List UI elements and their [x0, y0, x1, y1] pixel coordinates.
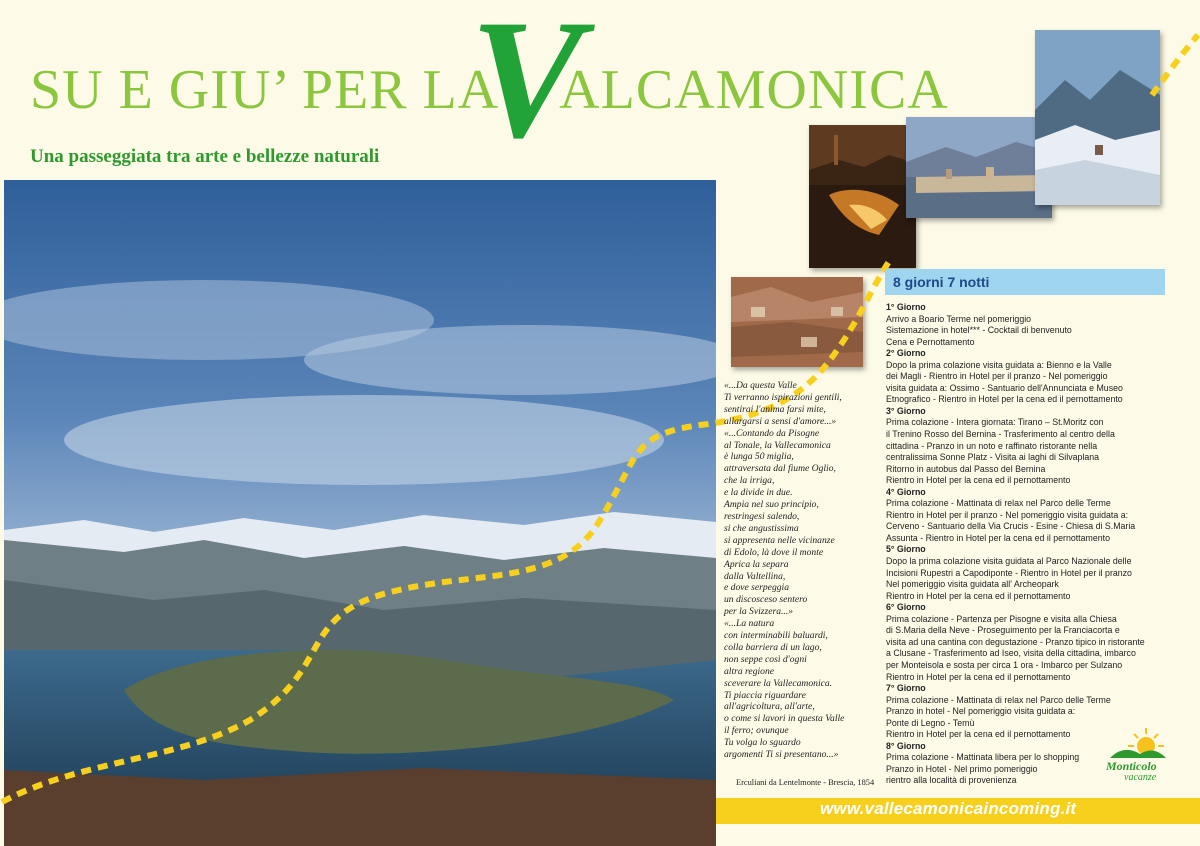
quote-line: Tu volga lo sguardo	[724, 737, 801, 749]
day-activity-line: visita guidata a: Ossimo - Santuario dell'Annunciata e Museo	[886, 382, 1123, 393]
day-title: 4° Giorno	[886, 486, 926, 497]
day-title: 6° Giorno	[886, 602, 926, 613]
day-activity-line: Incisioni Rupestri a Capodiponte - Rientro in Hotel per il pranzo	[886, 567, 1132, 578]
day-activity-line: Prima colazione - Mattinata di relax nel Parco delle Terme	[886, 694, 1111, 705]
quote-line: e dove serpeggia	[724, 582, 790, 594]
quote-line: sentirai l'anima farsi mite,	[724, 403, 826, 415]
day-activity-line: a Clusane - Trasferimento ad Iseo, visita della cittadina, imbarco	[886, 648, 1136, 659]
day-title: 1° Giorno	[886, 302, 926, 312]
day-activity-line: Pranzo in Hotel - Nel primo pomeriggio	[886, 763, 1038, 774]
day-activity-line: Prima colazione - Intera giornata: Tirano – St.Moritz con	[886, 417, 1104, 428]
valley-landscape-photo	[4, 180, 716, 846]
day-activity-line: Sistemazione in hotel*** - Cocktail di benvenuto	[886, 325, 1072, 336]
lakeside-town-photo	[906, 117, 1052, 218]
quote-line: o come si lavori in questa Valle	[724, 713, 845, 725]
quote-line: restringesi salendo,	[724, 510, 800, 522]
title-left: SU E GIU’ PER LA	[30, 59, 500, 121]
day-activity-line: Dopo la prima colazione visita guidata a: Bienno e la Valle	[886, 359, 1112, 370]
day-activity-line: Pranzo in hotel - Nel pomeriggio visita guidata a:	[886, 706, 1076, 717]
quote-line: attraversata dal fiume Oglio,	[724, 463, 836, 475]
day-activity-line: Cerveno - Santuario della Via Crucis - Esine - Chiesa di S.Maria	[886, 521, 1136, 532]
day-title: 7° Giorno	[886, 683, 926, 694]
day-activity-line: rientro alla località di provenienza	[886, 775, 1017, 786]
quote-line: «...Da questa Valle	[724, 380, 797, 391]
day-activity-line: centralissima Sonne Platz - Visita ai laghi di Silvaplana	[886, 452, 1100, 463]
quote-line: «...La natura	[724, 618, 775, 630]
day-activity-line: Rientro in Hotel per la cena ed il pernottamento	[886, 729, 1071, 740]
website-link[interactable]: www.vallecamonicaincoming.it	[820, 799, 1077, 818]
quote-line: Aprica la separa	[724, 558, 789, 570]
day-activity-line: per Monteisola e sosta per circa 1 ora - Imbarco per Sulzano	[886, 659, 1123, 670]
quote-line: per la Svizzera...»	[724, 606, 794, 618]
quote-line: e la divide in due.	[724, 487, 793, 499]
quote-line: con interminabili baluardi,	[724, 630, 828, 642]
quote-line: è lunga 50 miglia,	[724, 451, 794, 463]
night-lake-photo	[809, 125, 916, 268]
day-title: 8° Giorno	[886, 740, 926, 751]
sun-logo-icon	[1106, 724, 1168, 760]
page-subtitle: Una passeggiata tra arte e bellezze naturali	[30, 146, 380, 167]
day-activity-line: Prima colazione - Partenza per Pisogne e visita alla Chiesa	[886, 613, 1117, 624]
day-activity-line: dei Magli - Rientro in Hotel per il pranzo - Nel pomeriggio	[886, 371, 1108, 382]
day-activity-line: cittadina - Pranzo in un noto e raffinato ristorante nella	[886, 440, 1098, 451]
quote-line: si appresenta nelle vicinanze	[724, 534, 835, 546]
logo-name: Monticolo	[1106, 759, 1157, 773]
quote-line: sceverare la Vallecamonica.	[724, 677, 833, 689]
day-activity-line: Cena e Pernottamento	[886, 336, 975, 347]
quote-line: «...Contando da Pisogne	[724, 427, 820, 439]
logo-tagline: vacanze	[1124, 772, 1157, 783]
quote-line: altra regione	[724, 665, 775, 677]
day-activity-line: Rientro in Hotel per la cena ed il pernottamento	[886, 475, 1071, 486]
quote-line: di Edolo, là dove il monte	[724, 546, 824, 558]
day-activity-line: Prima colazione - Mattinata di relax nel Parco delle Terme	[886, 498, 1111, 509]
day-activity-line: Prima colazione - Mattinata libera per lo shopping	[886, 752, 1080, 763]
day-activity-line: Ponte di Legno - Temù	[886, 717, 975, 728]
day-activity-line: Assunta - Rientro in Hotel per la cena ed il pernottamento	[886, 532, 1110, 543]
quote-line: Ti verranno ispirazioni gentili,	[724, 391, 842, 403]
quote-line: dalla Valtellina,	[724, 570, 786, 582]
day-activity-line: il Trenino Rosso del Bernina - Trasferimento al centro della	[886, 429, 1115, 440]
rooftops-photo	[731, 277, 863, 367]
quote-line: Ti piaccia riguardare	[724, 689, 806, 701]
day-activity-line: Ritorno in autobus dal Passo del Bernina	[886, 463, 1046, 474]
day-activity-line: Etnografico - Rientro in Hotel per la cena ed il pernottamento	[886, 394, 1123, 405]
day-activity-line: Dopo la prima colazione visita guidata al Parco Nazionale delle	[886, 556, 1132, 567]
quote-line: all'agricoltura, all'arte,	[724, 701, 815, 713]
day-activity-line: Rientro in Hotel per la cena ed il pernottamento	[886, 671, 1071, 682]
quote-line: si che angustissima	[724, 522, 799, 534]
page-title	[30, 58, 949, 122]
itinerary-list	[886, 302, 1181, 787]
day-title: 5° Giorno	[886, 544, 926, 555]
snowy-mountain-photo	[1035, 30, 1160, 205]
quote-credit: Erculiani da Lentelmonte - Brescia, 1854	[736, 778, 875, 787]
day-activity-line: Arrivo a Boario Terme nel pomeriggio	[886, 313, 1032, 324]
itinerary-heading: 8 giorni 7 notti	[885, 269, 1165, 295]
quote-line: al Tonale, la Vallecamonica	[724, 439, 831, 451]
day-activity-line: Rientro in Hotel per il pranzo - Nel pomeriggio visita guidata a:	[886, 509, 1129, 520]
quote-line: un discosceso sentero	[724, 594, 808, 606]
monticolo-vacanze-logo	[1106, 724, 1168, 786]
quote-line: argomenti Ti si presentano...»	[724, 749, 839, 761]
quote-line: Ampia nel suo principio,	[724, 499, 819, 511]
historical-quote	[724, 380, 884, 761]
quote-line: allargarsi a sensi d'amore...»	[724, 415, 837, 427]
day-title: 2° Giorno	[886, 348, 926, 359]
day-activity-line: Nel pomeriggio visita guidata all' Archeopark	[886, 579, 1059, 590]
quote-line: il ferro; ovunque	[724, 725, 789, 737]
quote-line: non seppe così d'ogni	[724, 653, 807, 665]
title-right: ALCAMONICA	[559, 59, 949, 121]
quote-line: colla barriera di un lago,	[724, 641, 822, 653]
day-activity-line: di S.Maria della Neve - Proseguimento per la Franciacorta e	[886, 625, 1120, 636]
day-activity-line: visita ad una cantina con degustazione - Pranzo tipico in ristorante	[886, 636, 1145, 647]
title-big-v: V	[470, 0, 584, 173]
day-activity-line: Rientro in Hotel per la cena ed il pernottamento	[886, 590, 1071, 601]
day-title: 3° Giorno	[886, 405, 926, 416]
quote-line: che la irriga,	[724, 475, 775, 487]
